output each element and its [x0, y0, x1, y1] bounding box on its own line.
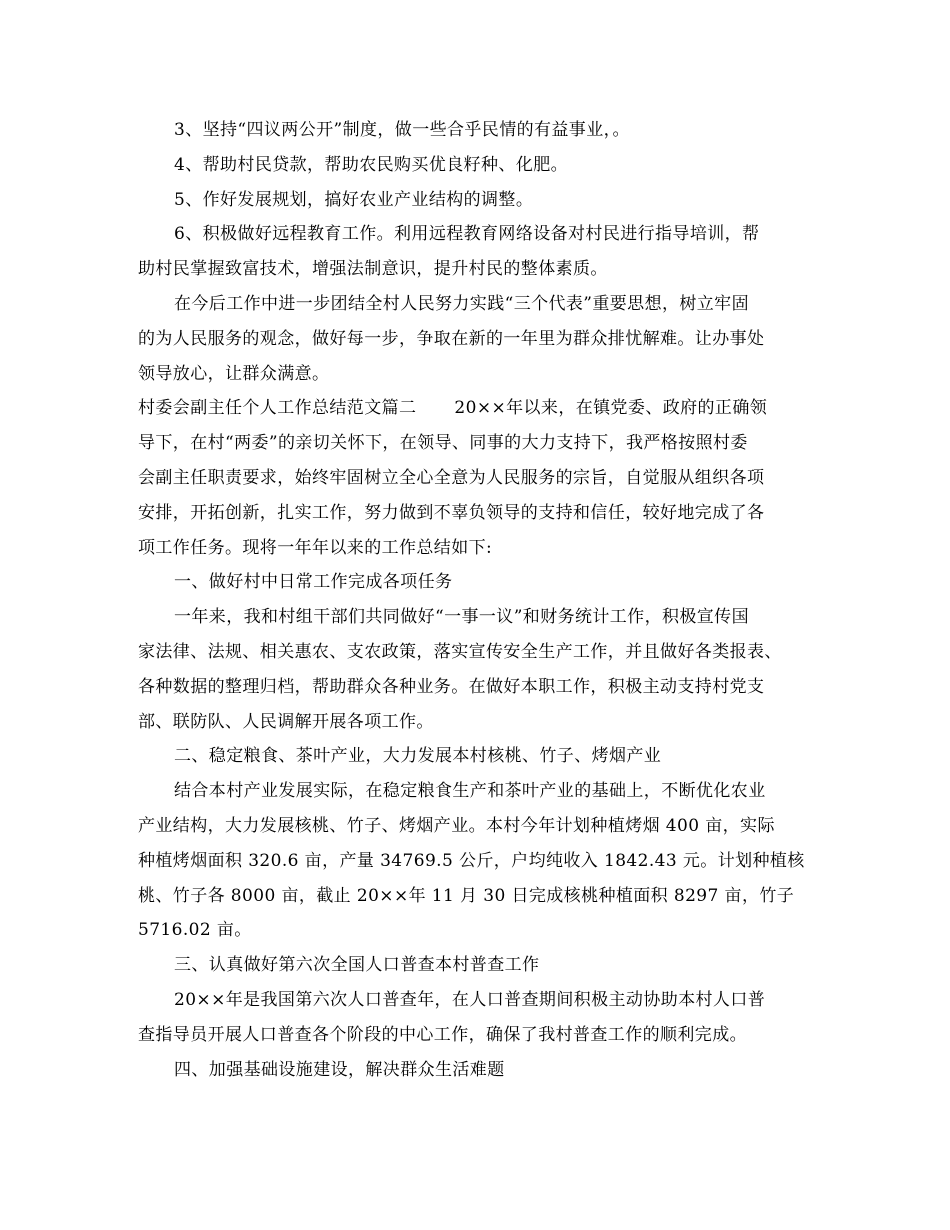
section-title-line: [138, 391, 818, 426]
article-title: 村委会副主任个人工作总结范文篇二: [138, 398, 417, 419]
paragraph-line: 的为人民服务的观念，做好每一步，争取在新的一年里为群众排忧解难。让办事处: [138, 328, 765, 349]
paragraph-line: 一年来，我和村组干部们共同做好“一事一议”和财务统计工作，积极宣传国: [174, 607, 749, 628]
paragraph-line: 4、帮助村民贷款，帮助农民购买优良籽种、化肥。: [174, 154, 569, 175]
paragraph-line: 家法律、法规、相关惠农、支农政策，落实宣传安全生产工作，并且做好各类报表、: [138, 641, 782, 662]
section-heading: 四、加强基础设施建设，解决群众生活难题: [174, 1059, 505, 1080]
paragraph-line: 结合本村产业发展实际，在稳定粮食生产和茶叶产业的基础上，不断优化农业: [174, 781, 766, 802]
paragraph-line: 项工作任务。现将一年年以来的工作总结如下:: [138, 537, 493, 558]
section-heading: 一、做好村中日常工作完成各项任务: [174, 572, 453, 593]
paragraph-line: 助村民掌握致富技术，增强法制意识，提升村民的整体素质。: [138, 259, 608, 280]
paragraph-line: 部、联防队、人民调解开展各项工作。: [138, 711, 434, 732]
paragraph-line: 会副主任职责要求，始终牢固树立全心全意为人民服务的宗旨，自觉服从组织各项: [138, 467, 765, 488]
paragraph-line: 3、坚持“四议两公开”制度，做一些合乎民情的有益事业，。: [174, 120, 630, 140]
paragraph-line: 5、作好发展规划，搞好农业产业结构的调整。: [174, 189, 534, 210]
paragraph-line: 在今后工作中进一步团结全村人民努力实践“三个代表”重要思想，树立牢固: [174, 293, 749, 314]
paragraph-line: 桃、竹子各 8000 亩，截止 20××年 11 月 30 日完成核桃种植面积 8297 亩，竹子: [138, 885, 795, 906]
paragraph-line: 各种数据的整理归档，帮助群众各种业务。在做好本职工作，积极主动支持村党支: [138, 676, 765, 697]
paragraph-line: 导下，在村“两委”的亲切关怀下，在领导、同事的大力支持下，我严格按照村委: [138, 433, 748, 454]
paragraph-line: 产业结构，大力发展核桃、竹子、烤烟产业。本村今年计划种植烤烟 400 亩，实际: [138, 815, 775, 836]
document-body: [138, 113, 818, 1087]
paragraph-line: 种植烤烟面积 320.6 亩，产量 34769.5 公斤，户均纯收入 1842.43 元。计划种植核: [138, 850, 805, 871]
paragraph-line: 安排，开拓创新，扎实工作，努力做到不辜负领导的支持和信任，较好地完成了各: [138, 502, 765, 523]
paragraph-line: 6、积极做好远程教育工作。利用远程教育网络设备对村民进行指导培训，帮: [174, 224, 760, 245]
paragraph-line: 领导放心，让群众满意。: [138, 363, 330, 384]
paragraph-line: 20××年是我国第六次人口普查年，在人口普查期间积极主动协助本村人口普: [174, 989, 766, 1010]
section-heading: 三、认真做好第六次全国人口普查本村普查工作: [174, 955, 540, 976]
paragraph-line: 5716.02 亩。: [138, 920, 252, 941]
article-intro-start: 20××年以来，在镇党委、政府的正确领: [454, 398, 768, 419]
section-heading: 二、稳定粮食、茶叶产业，大力发展本村核桃、竹子、烤烟产业: [174, 746, 662, 767]
paragraph-line: 查指导员开展人口普查各个阶段的中心工作，确保了我村普查工作的顺利完成。: [138, 1024, 747, 1045]
